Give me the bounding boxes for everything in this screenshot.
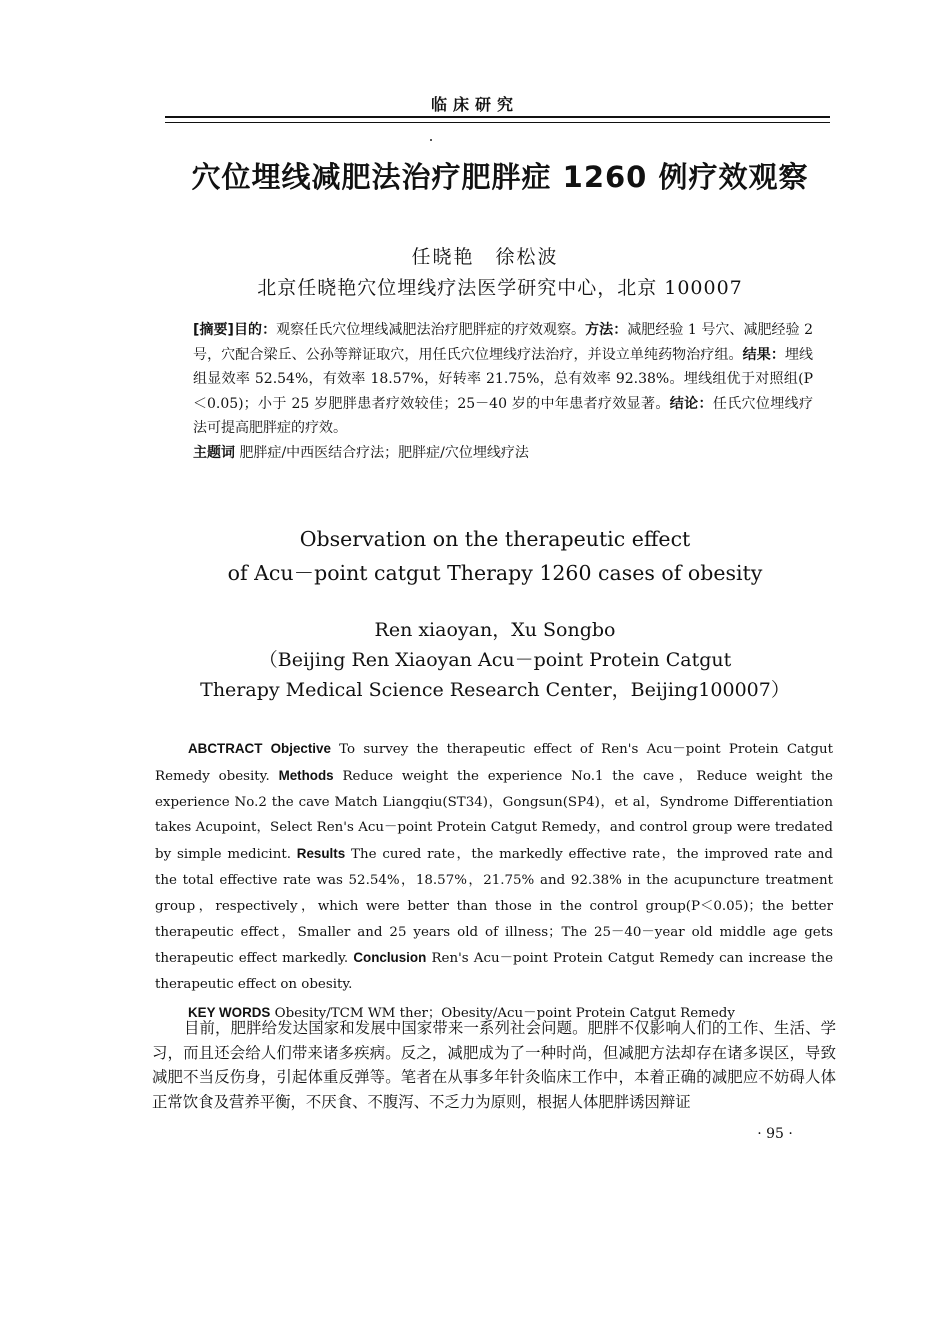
affiliation-chinese: 北京任晓艳穴位埋线疗法医学研究中心，北京 100007 xyxy=(257,277,743,299)
en-objective-label: Objective xyxy=(270,741,331,756)
method-text: 减肥经验 1 号穴、减肥经验 2 号，穴配合梁丘、公孙等辩证取穴，用任氏穴位埋线疗法治疗，并设立单纯药物治疗组。 xyxy=(193,322,814,363)
method-label: 方法： xyxy=(585,322,628,338)
page-number: · 95 · xyxy=(757,1126,793,1142)
body-text xyxy=(152,1016,836,1114)
conclusion-label: 结论： xyxy=(669,395,713,412)
objective-label: 目的： xyxy=(233,322,277,338)
en-results-text: The cured rate，the markedly effective rate，the improved rate and the total effective rate was 52.54%，18.57%，21.75% and 92.38% in the acupuncture treatment group，respectively，which were better than those in the control group(P＜0.05)；the better therapeutic effect，Smaller and 25 years old of illness；The 25－40－year old middle age gets therapeutic effect markedly. xyxy=(155,847,833,967)
result-label: 结果： xyxy=(742,346,785,363)
en-keywords-text: Obesity/TCM WM ther；Obesity/Acu－point Protein Catgut Remedy xyxy=(274,1005,735,1021)
english-authors-block xyxy=(0,615,950,705)
objective-text: 观察任氏穴位埋线减肥法治疗肥胖症的疗效观察。 xyxy=(276,322,586,338)
english-affiliation-line2: Therapy Medical Science Research Center，Beijing100007） xyxy=(200,679,790,701)
en-methods-label: Methods xyxy=(278,767,334,783)
abstract-english xyxy=(155,736,833,1027)
en-methods-text: Reduce weight the experience No.1 the cave，Reduce weight the experience No.2 the cave Match Liangqiu(ST34)，Gongsun(SP4)，et al，Syndrome Differentiation takes Acupoint，Select Ren's Acu－point Protein Catgut Remedy，and control group were tredated by simple medicint. xyxy=(155,768,833,863)
en-objective-text: To survey the therapeutic effect of Ren's Acu－point Protein Catgut Remedy obesity. xyxy=(155,742,834,784)
article-title: 穴位埋线减肥法治疗肥胖症 1260 例疗效观察 xyxy=(191,160,809,194)
header-rule-thick xyxy=(165,116,830,118)
en-results-label: Results xyxy=(296,846,346,862)
en-conclusion-label: Conclusion xyxy=(353,950,427,966)
english-title xyxy=(0,522,950,590)
abstract-label: [摘要] xyxy=(193,322,234,338)
scan-speck xyxy=(430,139,432,141)
abstract-english-paragraph xyxy=(155,736,833,998)
column-heading: 临床研究 xyxy=(430,95,519,114)
authors-chinese: 任晓艳 徐松波 xyxy=(411,246,559,268)
en-keywords-label: KEY WORDS xyxy=(188,1004,271,1020)
english-affiliation-line1: （Beijing Ren Xiaoyan Acu－point Protein Catgut xyxy=(258,649,732,671)
keywords-text: 肥胖症/中西医结合疗法；肥胖症/穴位埋线疗法 xyxy=(239,444,529,461)
header-rule-thin xyxy=(165,122,830,123)
abstract-chinese xyxy=(193,318,813,465)
english-title-line2: of Acu－point catgut Therapy 1260 cases of obesity xyxy=(227,561,763,585)
body-paragraph: 目前，肥胖给发达国家和发展中国家带来一系列社会问题。肥胖不仅影响人们的工作、生活、学习，而且还会给人们带来诸多疾病。反之，减肥成为了一种时尚，但减肥方法却存在诸多误区，导致减肥不当反伤身，引起体重反弹等。笔者在从事多年针灸临床工作中，本着正确的减肥应不妨碍人体正常饮食及营养平衡，不厌食、不腹泻、不乏力为原则，根据人体肥胖诱因辩证 xyxy=(152,1019,836,1111)
en-conclusion-text: Ren's Acu－point Protein Catgut Remedy can increase the therapeutic effect on obesity. xyxy=(155,951,834,993)
conclusion-text: 任氏穴位埋线疗法可提高肥胖症的疗效。 xyxy=(193,395,813,436)
en-abstract-label: ABCTRACT xyxy=(188,741,263,756)
keywords-label: 主题词 xyxy=(193,444,235,461)
english-title-line1: Observation on the therapeutic effect xyxy=(299,527,691,551)
english-authors: Ren xiaoyan，Xu Songbo xyxy=(374,619,616,641)
result-text: 埋线组显效率 52.54%，有效率 18.57%，好转率 21.75%，总有效率 92.38%。埋线组优于对照组(P＜0.05)；小于 25 岁肥胖患者疗效较佳；25－40 岁的中年患者疗效显著。 xyxy=(193,346,814,412)
